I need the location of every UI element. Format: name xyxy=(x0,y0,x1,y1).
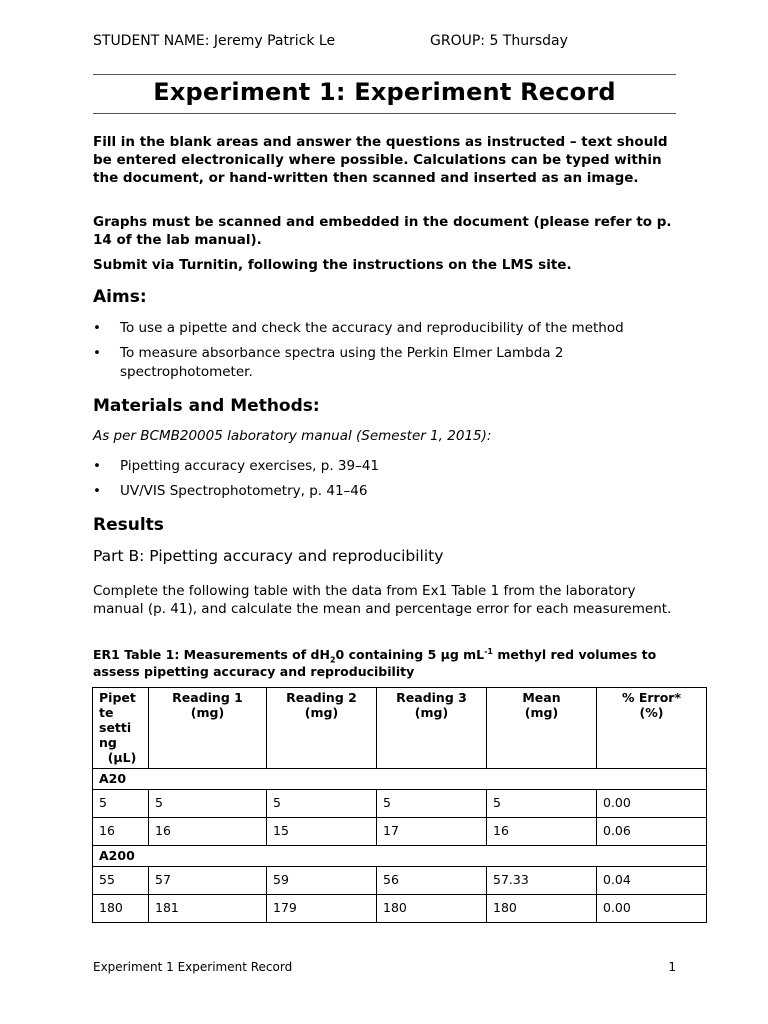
footer-title: Experiment 1 Experiment Record xyxy=(93,960,293,974)
table-cell: 5 xyxy=(487,790,597,818)
table-cell: 180 xyxy=(487,895,597,923)
bullet-icon: • xyxy=(93,483,101,499)
instruction-paragraph-2: Graphs must be scanned and embedded in the document (please refer to p. 14 of the lab manual). xyxy=(93,214,672,248)
column-header: % Error* (%) xyxy=(597,688,707,769)
table-cell: 16 xyxy=(149,818,267,846)
table-cell: 5 xyxy=(267,790,377,818)
table-group-row xyxy=(93,846,707,867)
bullet-icon: • xyxy=(93,345,101,361)
group-label: A20 xyxy=(93,769,707,790)
page-title: Experiment 1: Experiment Record xyxy=(153,78,616,106)
table-cell: 57.33 xyxy=(487,867,597,895)
table-cell: 5 xyxy=(93,790,149,818)
table-cell: 17 xyxy=(377,818,487,846)
instruction-paragraph-3: Submit via Turnitin, following the instructions on the LMS site. xyxy=(93,257,572,273)
table-cell: 5 xyxy=(149,790,267,818)
table-row xyxy=(93,818,707,846)
materials-item-text: UV/VIS Spectrophotometry, p. 41–46 xyxy=(120,483,368,499)
table-instructions: Complete the following table with the data from Ex1 Table 1 from the laboratory manual (p. 41), and calculate the mean and percentage error for each measurement. xyxy=(93,583,672,617)
bullet-icon: • xyxy=(93,458,101,474)
table-cell: 0.04 xyxy=(597,867,707,895)
part-b-heading: Part B: Pipetting accuracy and reproducibility xyxy=(93,547,444,565)
table-cell: 0.00 xyxy=(597,790,707,818)
instruction-paragraph-1: Fill in the blank areas and answer the questions as instructed – text should be entered electronically where possible. Calculations can be typed within the document, or hand-written then scanned and inserted as an image. xyxy=(93,134,668,186)
table-cell: 16 xyxy=(93,818,149,846)
table-row xyxy=(93,895,707,923)
column-header: Pipet te setti ng (µL) xyxy=(93,688,149,769)
table-group-row xyxy=(93,769,707,790)
table-cell: 0.00 xyxy=(597,895,707,923)
page-number: 1 xyxy=(668,960,676,974)
column-header: Reading 2 (mg) xyxy=(267,688,377,769)
aims-item-text: To use a pipette and check the accuracy and reproducibility of the method xyxy=(120,320,624,336)
pipetting-table xyxy=(92,687,707,923)
table-caption: ER1 Table 1: Measurements of $dH_20$ containing 5 µg $mL^{-1}$ methyl red volumes to assess pipetting accuracy and reproducibility xyxy=(93,646,657,679)
table-cell: 179 xyxy=(267,895,377,923)
table-cell: 180 xyxy=(377,895,487,923)
table-cell: 57 xyxy=(149,867,267,895)
materials-heading: Materials and Methods: xyxy=(93,396,320,416)
aims-item-text: To measure absorbance spectra using the Perkin Elmer Lambda 2 spectrophotometer. xyxy=(120,345,564,380)
table-cell: 15 xyxy=(267,818,377,846)
column-header: Reading 3 (mg) xyxy=(377,688,487,769)
materials-note: As per BCMB20005 laboratory manual (Semester 1, 2015): xyxy=(93,428,492,444)
table-cell: 16 xyxy=(487,818,597,846)
results-heading: Results xyxy=(93,515,164,535)
table-header-row xyxy=(93,688,707,769)
aims-heading: Aims: xyxy=(93,287,147,307)
table-cell: 55 xyxy=(93,867,149,895)
group-label: A200 xyxy=(93,846,707,867)
table-cell: 5 xyxy=(377,790,487,818)
group-label: GROUP: 5 Thursday xyxy=(430,33,568,49)
table-cell: 181 xyxy=(149,895,267,923)
student-name: STUDENT NAME: Jeremy Patrick Le xyxy=(93,33,336,49)
table-cell: 0.06 xyxy=(597,818,707,846)
title-rule-bottom xyxy=(93,113,676,114)
table-row xyxy=(93,790,707,818)
bullet-icon: • xyxy=(93,320,101,336)
table-cell: 59 xyxy=(267,867,377,895)
column-header: Reading 1 (mg) xyxy=(149,688,267,769)
materials-item-text: Pipetting accuracy exercises, p. 39–41 xyxy=(120,458,380,474)
column-header: Mean (mg) xyxy=(487,688,597,769)
title-rule-top xyxy=(93,74,676,75)
table-cell: 180 xyxy=(93,895,149,923)
table-cell: 56 xyxy=(377,867,487,895)
table-row xyxy=(93,867,707,895)
